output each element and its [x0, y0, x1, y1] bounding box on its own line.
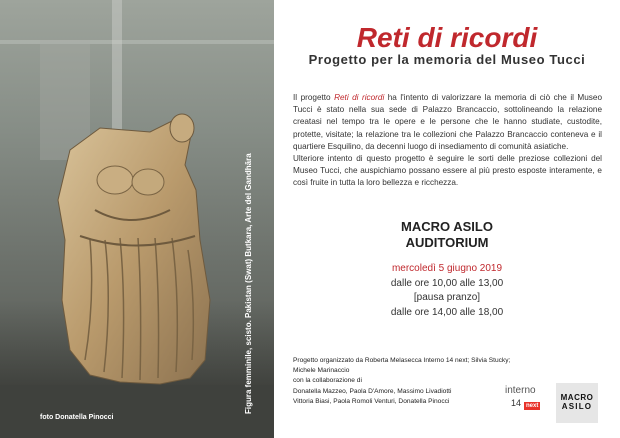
- venue-room: AUDITORIUM: [405, 235, 489, 250]
- photo-caption: Figura femminile, scisto. Pakistan (Swat) Butkara, Arte del Gandhāra: [244, 153, 253, 414]
- credits-line-collab: con la collaborazione di: [293, 377, 362, 385]
- page-title: Reti di ricordi: [356, 22, 538, 53]
- afternoon-slot: dalle ore 14,00 alle 18,00: [390, 306, 504, 318]
- macro-logo-bottom: ASILO: [561, 402, 593, 411]
- sculpture-illustration: [0, 0, 274, 438]
- paragraph-intro-rest: ha l'intento di valorizzare la memoria di ciò che il Museo Tucci è stato nella sua sede di Palazzo Brancaccio, sottolineando la relazione creatasi nel tempo tra le opere e le persone che le hanno studiate, custodite, protette, visitate; la relazione tra le collezioni che Palazzo Brancaccio conteneva e il quartiere Esquilino, da decenni luogo di insediamento di comunità asiatiche.: [293, 93, 603, 151]
- paragraph-intro: [293, 92, 602, 153]
- paragraph-intro-start: Il progetto: [293, 93, 335, 102]
- credits-line-names-1: Donatella Mazzeo, Paola D'Amore, Massimo Livadiotti: [293, 387, 452, 395]
- macro-logo-top: MACRO: [560, 393, 594, 402]
- project-name-highlight: Reti di ricordi: [334, 93, 385, 102]
- macro-asilo-logo: [556, 383, 598, 423]
- interno-logo-word: interno: [505, 385, 536, 396]
- venue-block: [274, 219, 620, 251]
- photo-credit: foto Donatella Pinocci: [40, 414, 114, 421]
- morning-slot: dalle ore 10,00 alle 13,00: [390, 277, 504, 289]
- organizer-credits: [293, 356, 533, 407]
- venue-name: MACRO ASILO: [401, 219, 493, 234]
- page-subtitle: Progetto per la memoria del Museo Tucci: [308, 52, 586, 67]
- paragraph-second: Ulteriore intento di questo progetto è seguire le sorti delle preziose collezioni del Museo Tucci, che auspichiamo possano essere al più presto esposte interamente, e così fruite in tutta la loro bellezza e ricchezza.: [293, 154, 602, 188]
- credits-line-names-2: Vittoria Biasi, Paola Romoli Venturi, Donatella Pinocci: [293, 397, 450, 405]
- interno-14-logo: [505, 385, 551, 419]
- event-date: mercoledì 5 giugno 2019: [391, 263, 503, 274]
- schedule-block: [274, 262, 620, 320]
- lunch-break: [pausa pranzo]: [413, 292, 481, 303]
- description-text: [293, 92, 602, 190]
- interno-logo-next: next: [526, 403, 539, 409]
- interno-logo-number: 14: [511, 398, 522, 408]
- credits-line-organizers: Progetto organizzato da Roberta Melasecca Interno 14 next; Silvia Stucky; Michele Marinaccio: [293, 357, 511, 375]
- sculpture-photo: [0, 0, 274, 438]
